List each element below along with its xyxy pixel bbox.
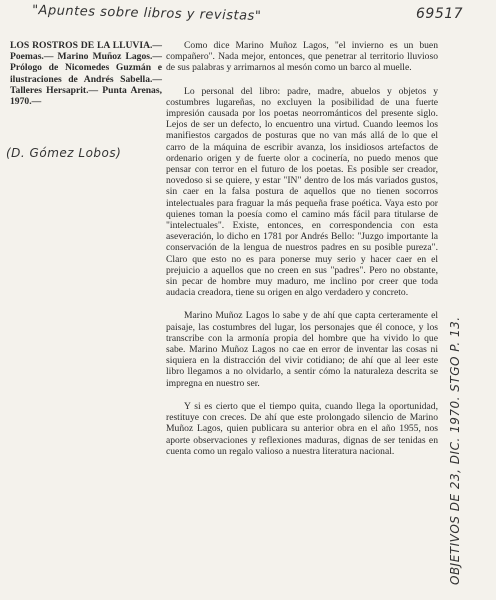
handwritten-author: (D. Gómez Lobos) [6, 146, 122, 160]
paragraph-2: Lo personal del libro: padre, madre, abuelos y objetos y costumbres lugareñas, no excluyen la posibilidad de una fuerte impresión causada por los poetas neorrománticos del presente siglo. Lejos de ser un defecto, lo encuentro una virtud. Cuando leemos los manifiestos cargados de posturas que no van más allá de lo que el carro de la máquina de escribir avanza, los insidiosos artefactos de ordenario origen y de fuerte olor a cocinería, no puedo menos que pensar con terror en el futuro de los poetas. Es posible ser creador, novedoso si se quiere, y estar "IN" dentro de los más variados gustos, sin caer en la falsa postura de aquellos que no tienen socorros intelectuales para fraguar la más pequeña frase poética. Vaya esto por quienes toman la poesía como el camino más fácil para titularse de "intelectuales". Existe, entonces, en correspondencia con esta aseveración, lo dicho en 1781 por Andrés Bello: "Juzgo importante la conservación de la lengua de nuestros padres en su posible pureza". Claro que esto no es para ponerse muy serio y hacer caer en el prejuicio a aquellos que no creen en sus "padres". Pero no obstante, sin pecar de hombre muy maduro, me inclino por creer que toda audacia creadora, tiene su origen en algo verdadero y concreto. [166, 85, 438, 299]
paragraph-3: Marino Muñoz Lagos lo sabe y de ahí que capta certeramente el paisaje, las costumbres del lugar, los personajes que él conoce, y los transcribe con la armonía propia del hombre que ha vivido lo que sabe. Marino Muñoz Lagos no cae en error de inventar las cosas ni siquiera en la distracción del vivir cotidiano; de ahí que al leer este libro llegamos a no olvidarlo, a sentir cómo la naturaleza descrita se impregna en nuestro ser. [166, 310, 438, 389]
paragraph-1: Como dice Marino Muñoz Lagos, "el invierno es un buen compañero". Nada mejor, entonces, que penetrar al territorio lluvioso de sus palabras y arrimarnos al mesón como un barco al muelle. [166, 40, 438, 74]
handwritten-source: OBJETIVOS DE 23, DIC. 1970. STGO P. 13. [448, 316, 462, 585]
handwritten-number: 69517 [416, 6, 464, 22]
book-heading: LOS ROSTROS DE LA LLUVIA.— Poemas.— Marino Muñoz Lagos.— Prólogo de Nicomedes Guzmán e ilustraciones de Andrés Sabella.— Talleres Hersaprit.— Punta Arenas, 1970.— [10, 40, 162, 108]
handwritten-header: "Apuntes sobre libros y revistas" [31, 3, 262, 24]
review-body [166, 40, 438, 467]
paragraph-4: Y si es cierto que el tiempo quita, cuando llega la oportunidad, restituye con creces. De ahí que este prolongado silencio de Marino Muñoz Lagos, quien publicara su anterior obra en el año 1955, nos aporte observaciones y reflexiones maduras, dignas de ser tenidas en cuenta como un regalo valioso a nuestra literatura nacional. [166, 400, 438, 457]
